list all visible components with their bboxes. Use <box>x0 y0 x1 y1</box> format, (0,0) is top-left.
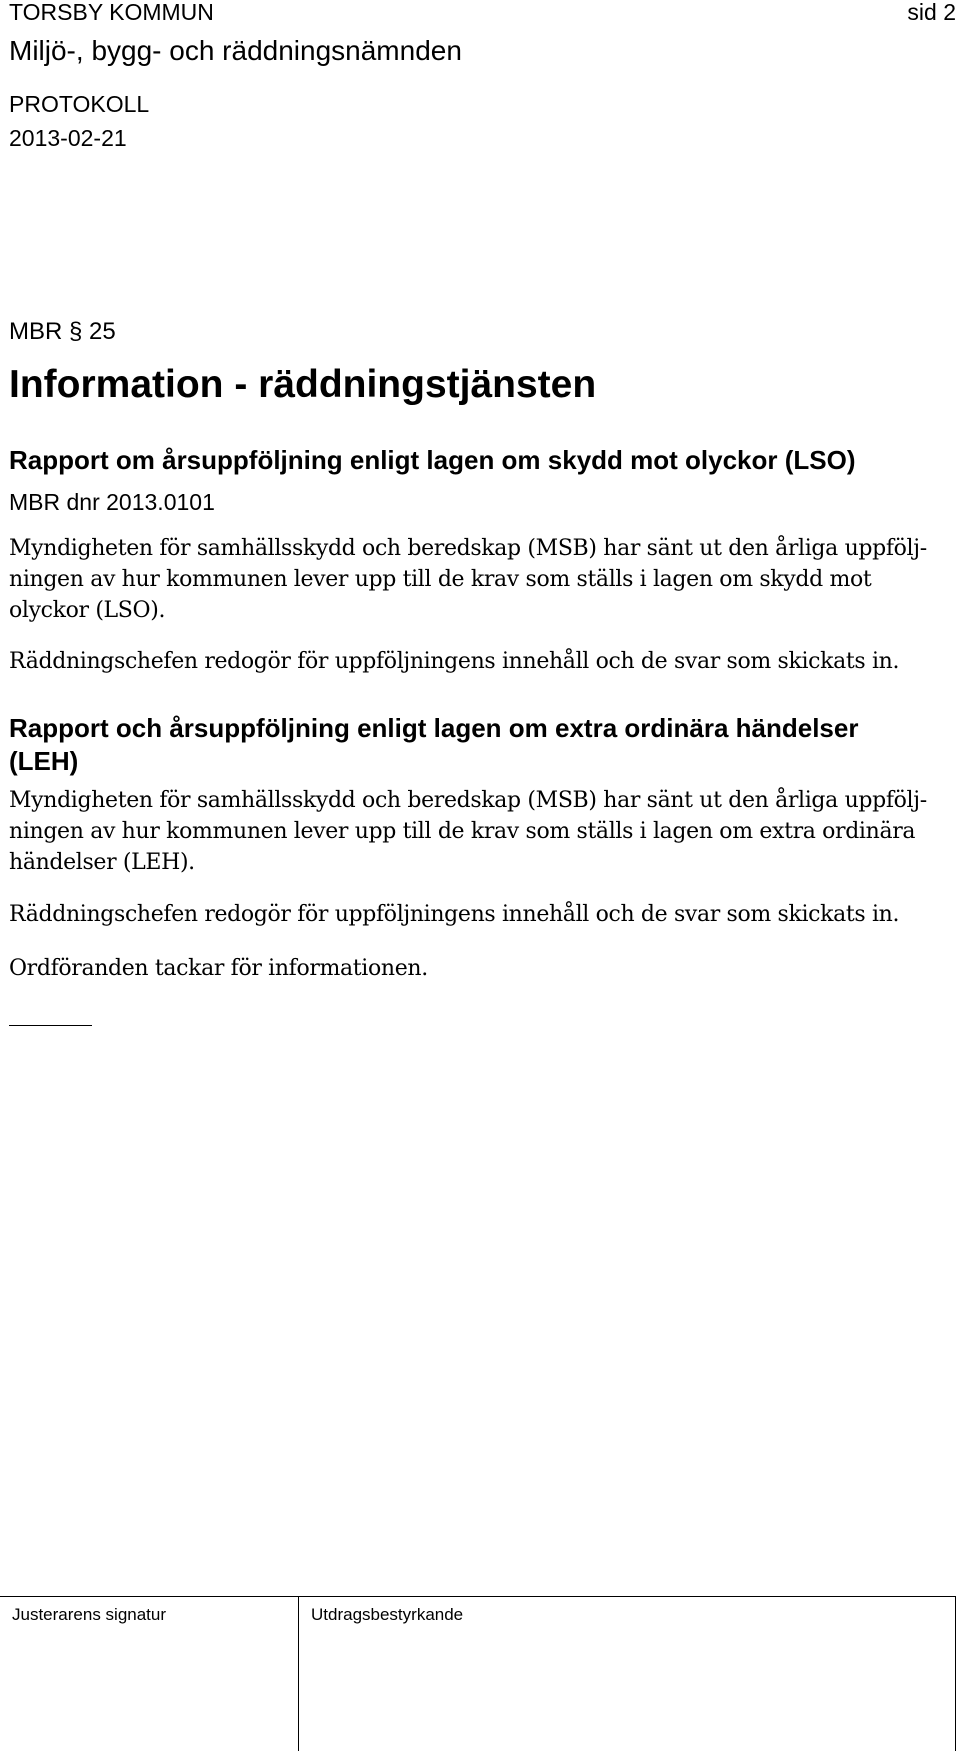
leh-heading-line: Rapport och årsuppföljning enligt lagen om extra ordinära händelser <box>9 713 859 743</box>
section-end-divider <box>9 1025 92 1026</box>
organization-name: TORSBY KOMMUN <box>9 0 214 25</box>
section-title: Information - räddningstjänsten <box>9 363 597 406</box>
lso-report-note: Räddningschefen redogör för uppföljningens innehåll och de svar som skickats in. <box>9 649 900 674</box>
utdrag-certification-label: Utdragsbestyrkande <box>311 1605 464 1624</box>
section-number: MBR § 25 <box>9 318 116 345</box>
leh-body-line: händelser (LEH). <box>9 850 195 875</box>
leh-report-note: Räddningschefen redogör för uppföljningens innehåll och de svar som skickats in. <box>9 902 900 927</box>
lso-body-line: olyckor (LSO). <box>9 598 166 623</box>
leh-report-heading <box>9 712 858 778</box>
document-type: PROTOKOLL <box>9 91 150 117</box>
lso-report-heading: Rapport om årsuppföljning enligt lagen om skydd mot olyckor (LSO) <box>9 445 856 475</box>
closing-note: Ordföranden tackar för informationen. <box>9 956 428 981</box>
document-date: 2013-02-21 <box>9 125 127 151</box>
lso-case-number: MBR dnr 2013.0101 <box>9 489 215 515</box>
utdrag-certification-box <box>299 1597 956 1751</box>
lso-report-body <box>9 533 927 626</box>
signature-footer <box>0 1596 956 1751</box>
leh-report-body <box>9 785 927 878</box>
leh-heading-line: (LEH) <box>9 746 79 776</box>
lso-body-line: ningen av hur kommunen lever upp till de krav som ställs i lagen om skydd mot <box>9 567 872 592</box>
justerare-signature-label: Justerarens signatur <box>12 1605 167 1624</box>
lso-body-line: Myndigheten för samhällsskydd och beredskap (MSB) har sänt ut den årliga uppfölj- <box>9 536 927 561</box>
leh-body-line: Myndigheten för samhällsskydd och beredskap (MSB) har sänt ut den årliga uppfölj- <box>9 788 927 813</box>
board-name: Miljö-, bygg- och räddningsnämnden <box>9 35 462 66</box>
justerare-signature-box <box>0 1597 299 1751</box>
leh-body-line: ningen av hur kommunen lever upp till de krav som ställs i lagen om extra ordinära <box>9 819 916 844</box>
page-number: sid 2 <box>907 0 956 25</box>
